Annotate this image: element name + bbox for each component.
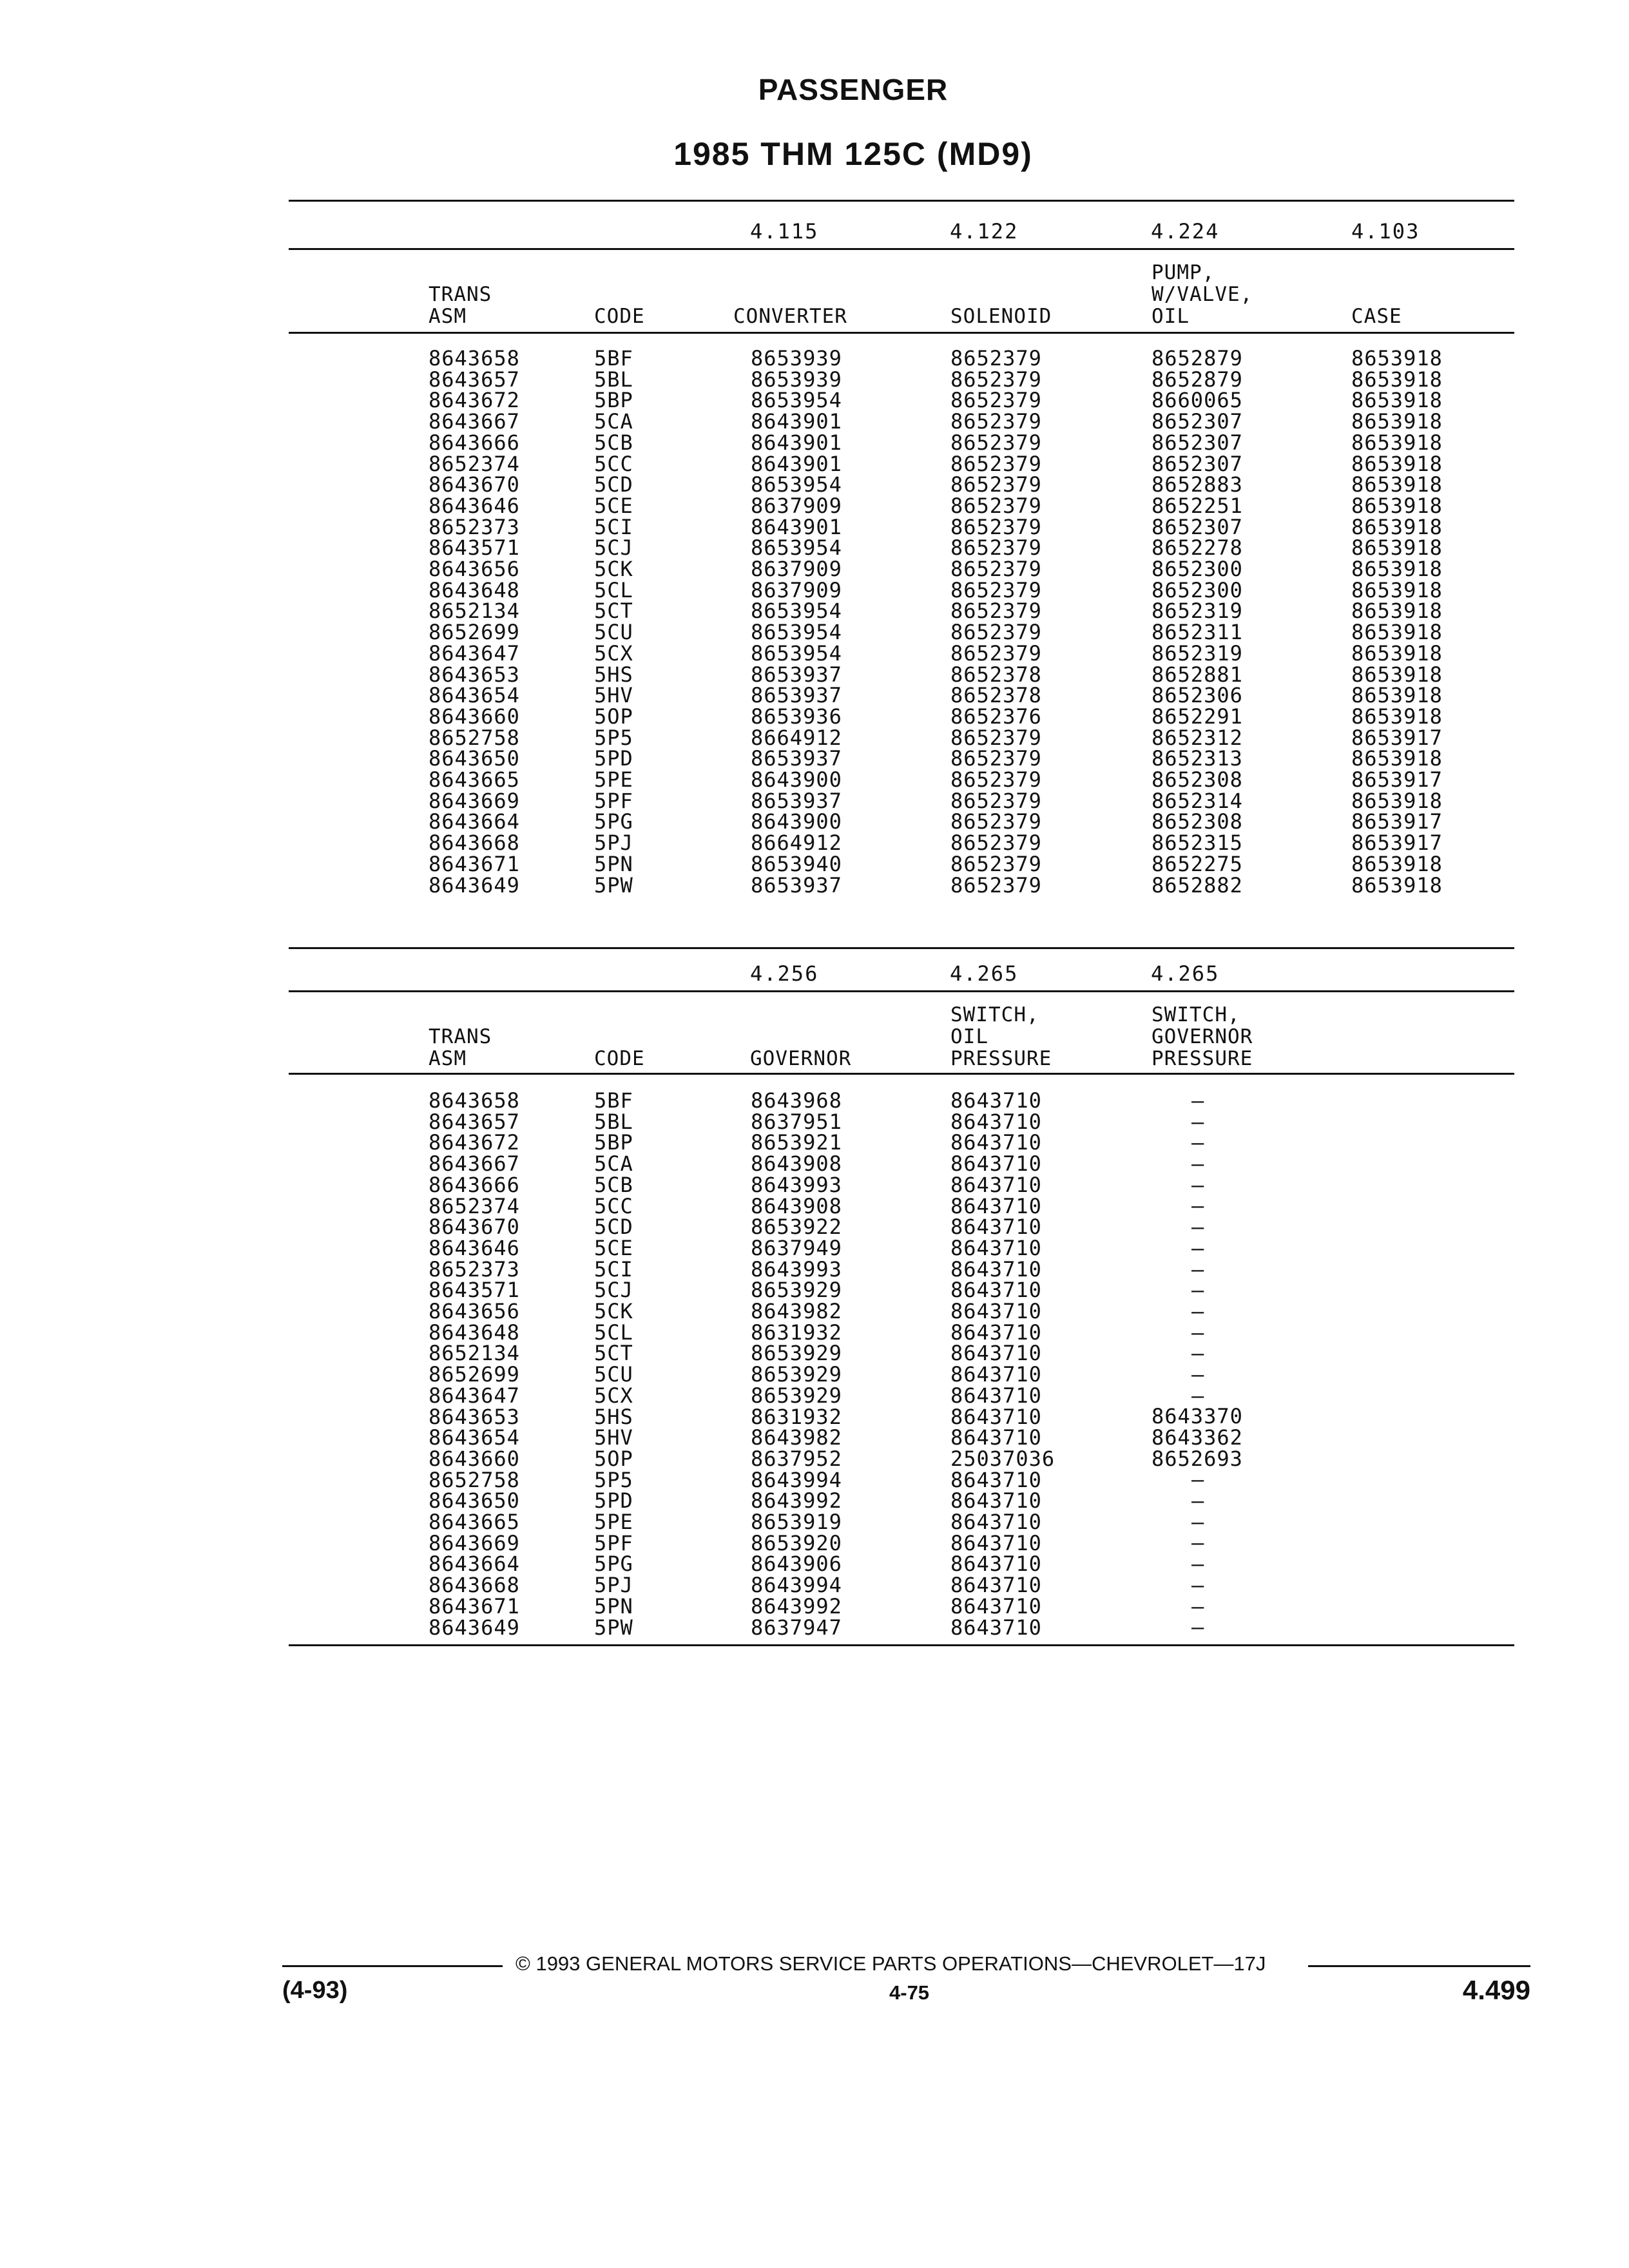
col-code-2: 5BF 5BL 5BP 5CA 5CB 5CC 5CD 5CE 5CI 5CJ 5CK 5CL 5CT 5CU 5CX 5HS 5HV 5OP 5P5 5PD 5PE 5PF 5PG 5PJ 5PN 5PW [594, 1088, 633, 1640]
cell-switch-gov: – [1191, 1278, 1205, 1303]
table2-header-rule [289, 1073, 1514, 1075]
table2-bottom-rule [289, 1644, 1514, 1646]
cell-switch-gov: – [1191, 1088, 1205, 1113]
cell-switch-gov: – [1191, 1383, 1205, 1408]
cell-switch-gov: 8643362 [1152, 1425, 1243, 1450]
ref-converter: 4.115 [750, 219, 819, 244]
footer-page-number: 4.499 [1462, 1975, 1530, 2005]
header-trans-asm: TRANS ASM [429, 283, 492, 328]
table1-header-rule [289, 332, 1514, 334]
footer-rule-left [282, 1965, 503, 1967]
cell-switch-gov: – [1191, 1172, 1205, 1197]
col-case: 8653918 8653918 8653918 8653918 8653918 8653918 8653918 8653918 8653918 8653918 8653918 8653918 8653918 8653918 8653918 8653918 8653918 8653918 8653917 8653918 8653917 8653918 8653917 8653917 8653918 8653918 [1351, 346, 1443, 898]
header-solenoid: SOLENOID [950, 305, 1052, 328]
ref-pump: 4.224 [1151, 219, 1220, 244]
cell-switch-gov: – [1191, 1593, 1205, 1619]
cell-switch-gov: – [1191, 1509, 1205, 1534]
cell-switch-gov: – [1191, 1151, 1205, 1177]
header-switch-gov: SWITCH, GOVERNOR PRESSURE [1152, 1003, 1253, 1070]
cell-switch-gov: – [1191, 1552, 1205, 1577]
ref-governor: 4.256 [750, 961, 819, 986]
ref-switch-oil: 4.265 [950, 961, 1019, 986]
cell-switch-gov: 8643370 [1152, 1404, 1243, 1429]
page-category: PASSENGER [758, 73, 949, 106]
table2-top-rule [289, 947, 1514, 949]
cell-switch-gov: – [1191, 1215, 1205, 1240]
header-code: CODE [594, 305, 645, 328]
col-trans-asm: 8643658 8643657 8643672 8643667 8643666 8652374 8643670 8643646 8652373 8643571 8643656 8643648 8652134 8652699 8643647 8643653 8643654 8643660 8652758 8643650 8643665 8643669 8643664 8643668 8643671 8643649 [429, 346, 520, 898]
ref-switch-gov: 4.265 [1151, 961, 1220, 986]
footer-date: (4-93) [282, 1977, 348, 2004]
col-converter: 8653939 8653939 8653954 8643901 8643901 8643901 8653954 8637909 8643901 8653954 8637909 8637909 8653954 8653954 8653954 8653937 8653937 8653936 8664912 8653937 8643900 8653937 8643900 8664912 8653940 8653937 [751, 346, 842, 898]
cell-switch-gov: – [1191, 1298, 1205, 1323]
col-solenoid: 8652379 8652379 8652379 8652379 8652379 8652379 8652379 8652379 8652379 8652379 8652379 8652379 8652379 8652379 8652379 8652378 8652378 8652376 8652379 8652379 8652379 8652379 8652379 8652379 8652379 8652379 [950, 346, 1042, 898]
cell-switch-gov: 8652693 [1152, 1446, 1243, 1471]
cell-switch-gov: – [1191, 1235, 1205, 1260]
header-converter: CONVERTER [733, 305, 847, 328]
header-trans-asm-2: TRANS ASM [429, 1025, 492, 1070]
cell-switch-gov: – [1191, 1256, 1205, 1282]
page-title: 1985 THM 125C (MD9) [673, 136, 1033, 172]
cell-switch-gov: – [1191, 1615, 1205, 1640]
cell-switch-gov: – [1191, 1530, 1205, 1555]
col-trans-asm-2: 8643658 8643657 8643672 8643667 8643666 8652374 8643670 8643646 8652373 8643571 8643656 8643648 8652134 8652699 8643647 8643653 8643654 8643660 8652758 8643650 8643665 8643669 8643664 8643668 8643671 8643649 [429, 1088, 520, 1640]
header-code-2: CODE [594, 1047, 645, 1070]
col-pump: 8652879 8652879 8660065 8652307 8652307 8652307 8652883 8652251 8652307 8652278 8652300 8652300 8652319 8652311 8652319 8652881 8652306 8652291 8652312 8652313 8652308 8652314 8652308 8652315 8652275 8652882 [1152, 346, 1243, 898]
table1-top-rule [289, 200, 1514, 202]
cell-switch-gov: – [1191, 1361, 1205, 1387]
col-switch-oil: 8643710 8643710 8643710 8643710 8643710 8643710 8643710 8643710 8643710 8643710 8643710 8643710 8643710 8643710 8643710 8643710 8643710 25037036 8643710 8643710 8643710 8643710 8643710 8643710 8643710 8643710 [950, 1088, 1055, 1640]
col-governor: 8643968 8637951 8653921 8643908 8643993 8643908 8653922 8637949 8643993 8653929 8643982 8631932 8653929 8653929 8653929 8631932 8643982 8637952 8643994 8643992 8653919 8653920 8643906 8643994 8643992 8637947 [751, 1088, 842, 1640]
cell-switch-gov: – [1191, 1488, 1205, 1514]
header-governor: GOVERNOR [750, 1047, 852, 1070]
footer-page-local: 4-75 [889, 1981, 930, 2004]
ref-solenoid: 4.122 [950, 219, 1019, 244]
table2-ref-rule [289, 990, 1514, 992]
cell-switch-gov: – [1191, 1467, 1205, 1492]
cell-switch-gov: – [1191, 1572, 1205, 1597]
cell-switch-gov: – [1191, 1320, 1205, 1345]
col-switch-gov [1152, 1090, 1243, 1638]
header-switch-oil: SWITCH, OIL PRESSURE [950, 1003, 1052, 1070]
footer-rule-right [1308, 1965, 1530, 1967]
header-pump: PUMP, W/VALVE, OIL [1152, 261, 1253, 328]
cell-switch-gov: – [1191, 1193, 1205, 1218]
col-code: 5BF 5BL 5BP 5CA 5CB 5CC 5CD 5CE 5CI 5CJ 5CK 5CL 5CT 5CU 5CX 5HS 5HV 5OP 5P5 5PD 5PE 5PF 5PG 5PJ 5PN 5PW [594, 346, 633, 898]
table1-ref-rule [289, 248, 1514, 250]
cell-switch-gov: – [1191, 1130, 1205, 1155]
cell-switch-gov: – [1191, 1109, 1205, 1134]
cell-switch-gov: – [1191, 1341, 1205, 1366]
footer-copyright: © 1993 GENERAL MOTORS SERVICE PARTS OPERATIONS—CHEVROLET—17J [516, 1952, 1266, 1975]
header-case: CASE [1351, 305, 1402, 328]
ref-case: 4.103 [1351, 219, 1420, 244]
